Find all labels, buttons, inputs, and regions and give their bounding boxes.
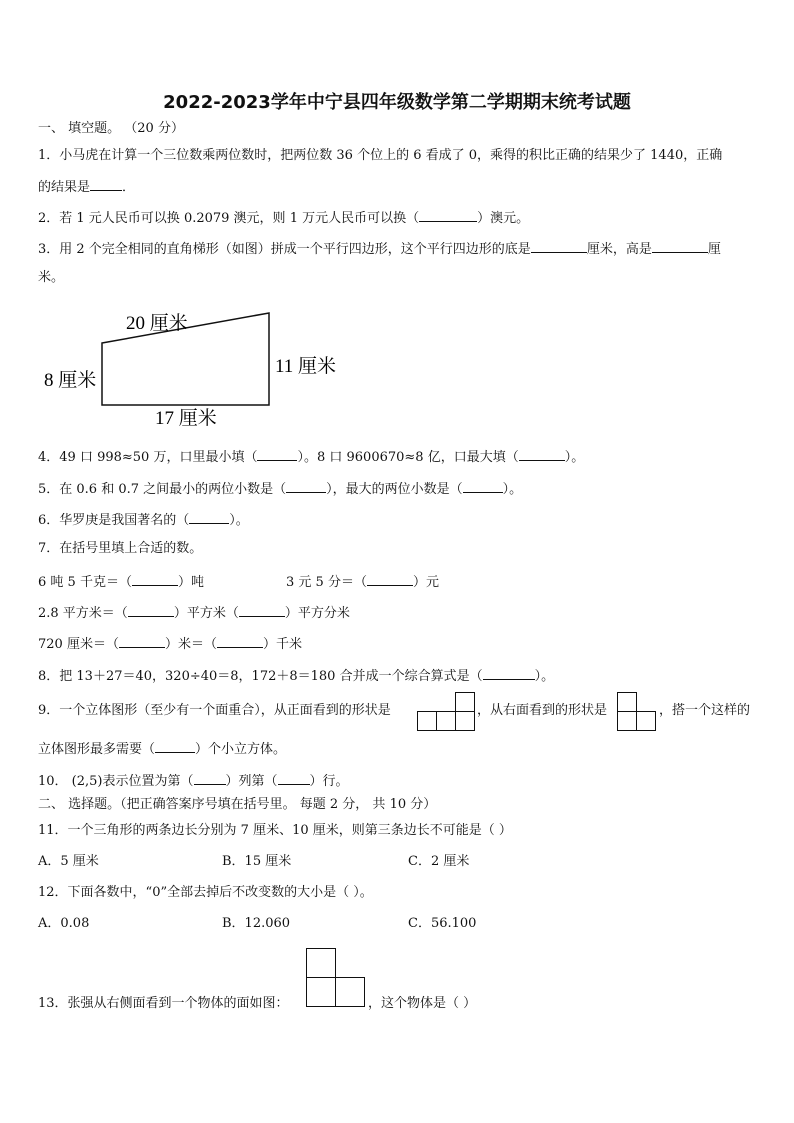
trapezoid-figure — [38, 300, 358, 435]
q2-end: ）澳元。 — [477, 211, 530, 226]
question-9-text-a: 9．一个立体图形（至少有一个面重合），从正面看到的形状是 — [38, 703, 391, 718]
q6-text-a: 6．华罗庚是我国著名的（ — [38, 513, 190, 528]
q1-end: ． — [122, 180, 136, 195]
q7-text: ）平方米（ — [173, 606, 239, 621]
answer-blank[interactable] — [463, 479, 503, 493]
q6-text-b: ）。 — [229, 513, 249, 528]
question-9-text-b: ，从右面看到的形状是 — [477, 703, 608, 718]
answer-blank[interactable] — [119, 634, 165, 648]
q7-text: 720 厘米＝（ — [38, 637, 119, 652]
q8-text: 8．把 13＋27＝40，320÷40＝8，172＋8＝180 合并成一个综合算式是（ — [38, 669, 483, 684]
q10-text-end: ）行。 — [309, 774, 349, 789]
grid-cell — [636, 711, 656, 731]
q7-text: ）米＝（ — [164, 637, 217, 652]
q9-text: 立体图形最多需要（ — [38, 742, 156, 757]
question-13-text-b: ，这个物体是（ ） — [368, 996, 477, 1011]
answer-blank-base[interactable] — [531, 239, 587, 253]
answer-blank[interactable] — [155, 739, 195, 753]
q12-option-c[interactable]: C．56.100 — [408, 916, 477, 931]
question-1-line-1: 1．小马虎在计算一个三位数乘两位数时，把两位数 36 个位上的 6 看成了 0，乘得的积比正确的结果少了 1440，正确 — [38, 148, 723, 163]
q3-mid: 厘米，高是 — [586, 242, 652, 257]
question-5 — [38, 479, 522, 498]
grid-cell — [417, 711, 437, 731]
side-view-figure — [306, 948, 366, 1008]
answer-blank-height[interactable] — [652, 239, 708, 253]
q11-option-a[interactable]: A．5 厘米 — [38, 854, 99, 869]
question-6 — [38, 510, 249, 529]
q7-text: 2.8 平方米＝（ — [38, 606, 128, 621]
label-right: 11 厘米 — [275, 356, 337, 377]
q5-text-a: 5．在 0.6 和 0.7 之间最小的两位小数是（ — [38, 482, 287, 497]
grid-cell — [455, 692, 475, 712]
page-title: 2022-2023学年中宁县四年级数学第二学期期末统考试题 — [163, 92, 631, 113]
q12-option-a[interactable]: A．0.08 — [38, 916, 90, 931]
q7-text: ）千米 — [262, 637, 302, 652]
question-7-row-1b — [286, 572, 439, 591]
q7-text: ）元 — [412, 575, 439, 590]
question-1-line-2 — [38, 177, 135, 196]
q4-text-c: ）。 — [564, 450, 585, 465]
answer-blank[interactable] — [519, 447, 565, 461]
answer-blank[interactable] — [239, 603, 285, 617]
answer-blank[interactable] — [257, 447, 297, 461]
section-2-heading: 二、 选择题。（把正确答案序号填在括号里。 每题 2 分， 共 10 分） — [38, 797, 437, 812]
q2-text: 2．若 1 元人民币可以换 0.2079 澳元，则 1 万元人民币可以换（ — [38, 211, 420, 226]
grid-cell — [306, 948, 336, 978]
q10-text: ）列第（ — [225, 774, 278, 789]
question-2 — [38, 208, 529, 227]
answer-blank[interactable] — [419, 208, 477, 222]
q3-text: 3．用 2 个完全相同的直角梯形（如图）拼成一个平行四边形，这个平行四边形的底是 — [38, 242, 531, 257]
grid-cell — [455, 711, 475, 731]
grid-cell — [617, 692, 637, 712]
q5-text-b: ），最大的两位小数是（ — [326, 482, 463, 497]
q7-text: 6 吨 5 千克＝（ — [38, 575, 132, 590]
label-top: 20 厘米 — [126, 313, 188, 334]
q11-option-b[interactable]: B．15 厘米 — [222, 854, 292, 869]
section-1-heading: 一、 填空题。 （20 分） — [38, 121, 184, 136]
question-11: 11．一个三角形的两条边长分别为 7 厘米、10 厘米，则第三条边长不可能是（ ） — [38, 823, 512, 838]
answer-blank[interactable] — [194, 771, 226, 785]
q8-text-end: ）。 — [534, 669, 555, 684]
q10-text: 10． (2,5)表示位置为第（ — [38, 774, 194, 789]
question-3-line-1 — [38, 239, 721, 258]
answer-blank[interactable] — [367, 572, 413, 586]
answer-blank[interactable] — [217, 634, 263, 648]
q11-option-c[interactable]: C．2 厘米 — [408, 854, 470, 869]
question-7: 7．在括号里填上合适的数。 — [38, 541, 203, 556]
answer-blank[interactable] — [278, 771, 310, 785]
answer-blank[interactable] — [189, 510, 229, 524]
answer-blank[interactable] — [483, 666, 535, 680]
answer-blank[interactable] — [90, 177, 122, 191]
q4-text-a: 4．49 口 998≈50 万，口里最小填（ — [38, 450, 258, 465]
label-left: 8 厘米 — [44, 370, 97, 391]
q7-text: ）吨 — [177, 575, 204, 590]
q3-end: 厘 — [707, 242, 721, 257]
question-7-row-2 — [38, 603, 350, 622]
q7-text: 3 元 5 分＝（ — [286, 575, 367, 590]
grid-cell — [436, 711, 456, 731]
question-9-text-c: ，搭一个这样的 — [659, 703, 751, 718]
question-7-row-3 — [38, 634, 302, 653]
q5-text-c: ）。 — [502, 482, 523, 497]
grid-cell — [617, 711, 637, 731]
label-bottom: 17 厘米 — [155, 408, 217, 429]
right-view-figure — [617, 691, 657, 731]
question-12: 12．下面各数中，“0”全部去掉后不改变数的大小是（ ）。 — [38, 885, 373, 900]
grid-cell — [335, 977, 365, 1007]
answer-blank[interactable] — [286, 479, 326, 493]
question-3-line-2: 米。 — [38, 270, 65, 285]
question-7-row-1 — [38, 572, 204, 591]
q7-text: ）平方分米 — [284, 606, 350, 621]
grid-cell — [306, 977, 336, 1007]
answer-blank[interactable] — [128, 603, 174, 617]
question-8 — [38, 666, 554, 685]
q4-text-b: ）。8 口 9600670≈8 亿，口最大填（ — [297, 450, 519, 465]
question-9-line-2 — [38, 739, 286, 758]
q9-text-end: ）个小立方体。 — [195, 742, 287, 757]
front-view-figure — [417, 691, 475, 731]
q1-text: 的结果是 — [38, 180, 91, 195]
question-13-text-a: 13．张强从右侧面看到一个物体的面如图： — [38, 996, 289, 1011]
question-10 — [38, 771, 349, 790]
q12-option-b[interactable]: B．12.060 — [222, 916, 291, 931]
answer-blank[interactable] — [132, 572, 178, 586]
question-4 — [38, 447, 584, 466]
